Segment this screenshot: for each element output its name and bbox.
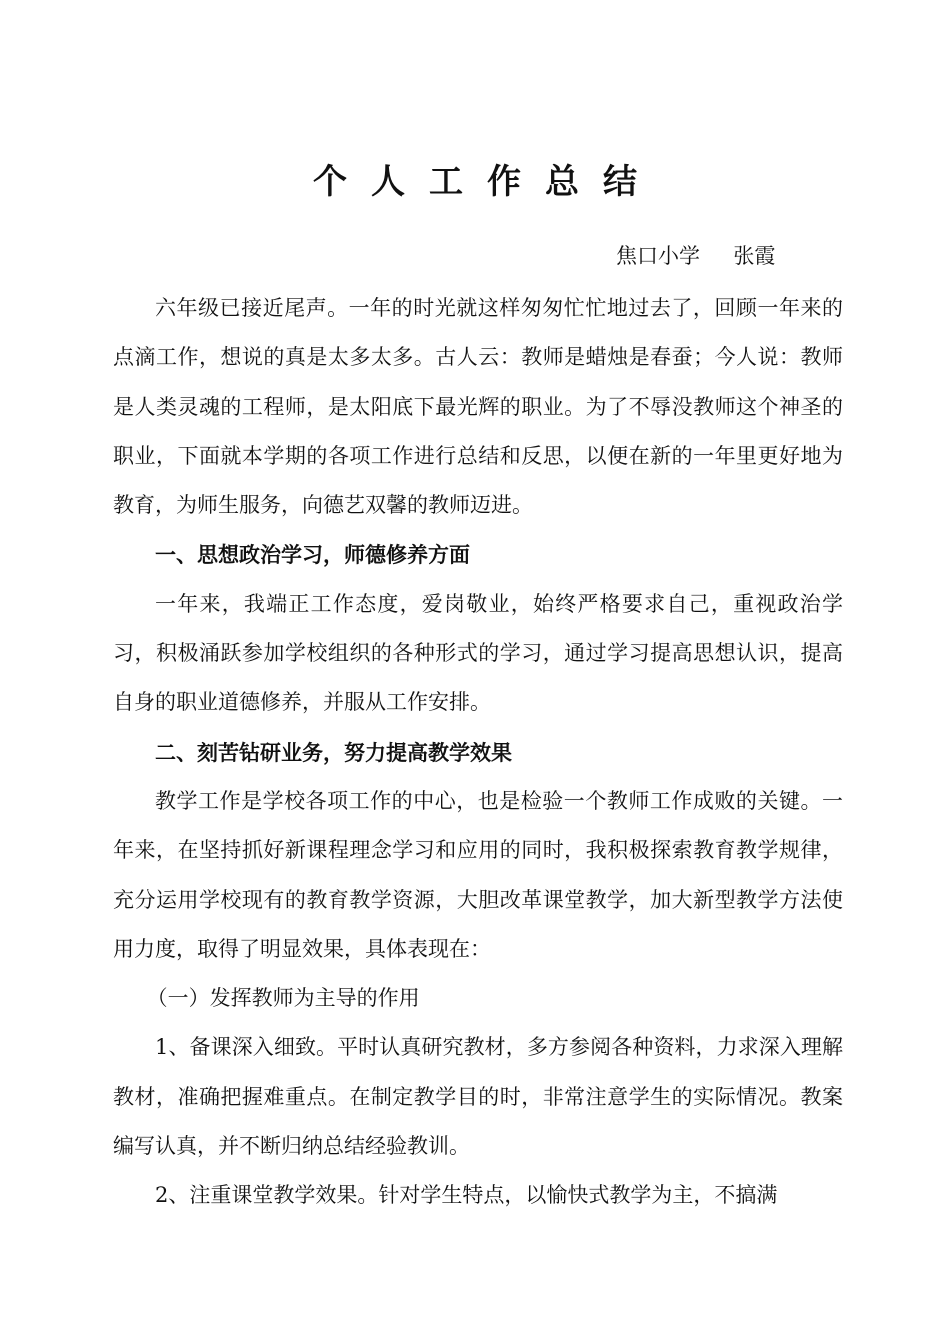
paragraph-section-1: 一年来，我端正工作态度，爱岗敬业，始终严格要求自己，重视政治学习，积极涌跃参加学校组织的各种形式的学习，通过学习提高思想认识，提高自身的职业道德修养，并服从工作安排。 — [113, 591, 843, 715]
author-line: 焦口小学 张霞 — [616, 244, 776, 268]
paragraph-intro: 六年级已接近尾声。一年的时光就这样匆匆忙忙地过去了，回顾一年来的点滴工作，想说的真是太多太多。古人云：教师是蜡烛是春蚕；今人说：教师是人类灵魂的工程师，是太阳底下最光辉的职业。为了不辱没教师这个神圣的职业，下面就本学期的各项工作进行总结和反思，以便在新的一年里更好地为教育，为师生服务，向德艺双馨的教师迈进。 — [113, 296, 843, 518]
paragraph-section-2: 教学工作是学校各项工作的中心，也是检验一个教师工作成败的关键。一年来，在坚持抓好新课程理念学习和应用的同时，我积极探索教育教学规律，充分运用学校现有的教育教学资源，大胆改革课堂教学，加大新型教学方法使用力度，取得了明显效果，具体表现在： — [113, 788, 843, 961]
document-title: 个人工作总结 — [313, 162, 661, 202]
section-heading-2: 二、刻苦钻研业务，努力提高教学效果 — [155, 739, 512, 765]
section-heading-1: 一、思想政治学习，师德修养方面 — [155, 542, 470, 568]
paragraph-item-2: 2、注重课堂教学效果。针对学生特点，以愉快式教学为主，不搞满 — [155, 1183, 778, 1208]
paragraph-item-1: 1、备课深入细致。平时认真研究教材，多方参阅各种资料，力求深入理解教材，准确把握难重点。在制定教学目的时，非常注意学生的实际情况。教案编写认真，并不断归纳总结经验教训。 — [113, 1035, 843, 1159]
subsection-heading-1: （一）发挥教师为主导的作用 — [146, 986, 420, 1011]
document-body — [113, 284, 843, 1221]
